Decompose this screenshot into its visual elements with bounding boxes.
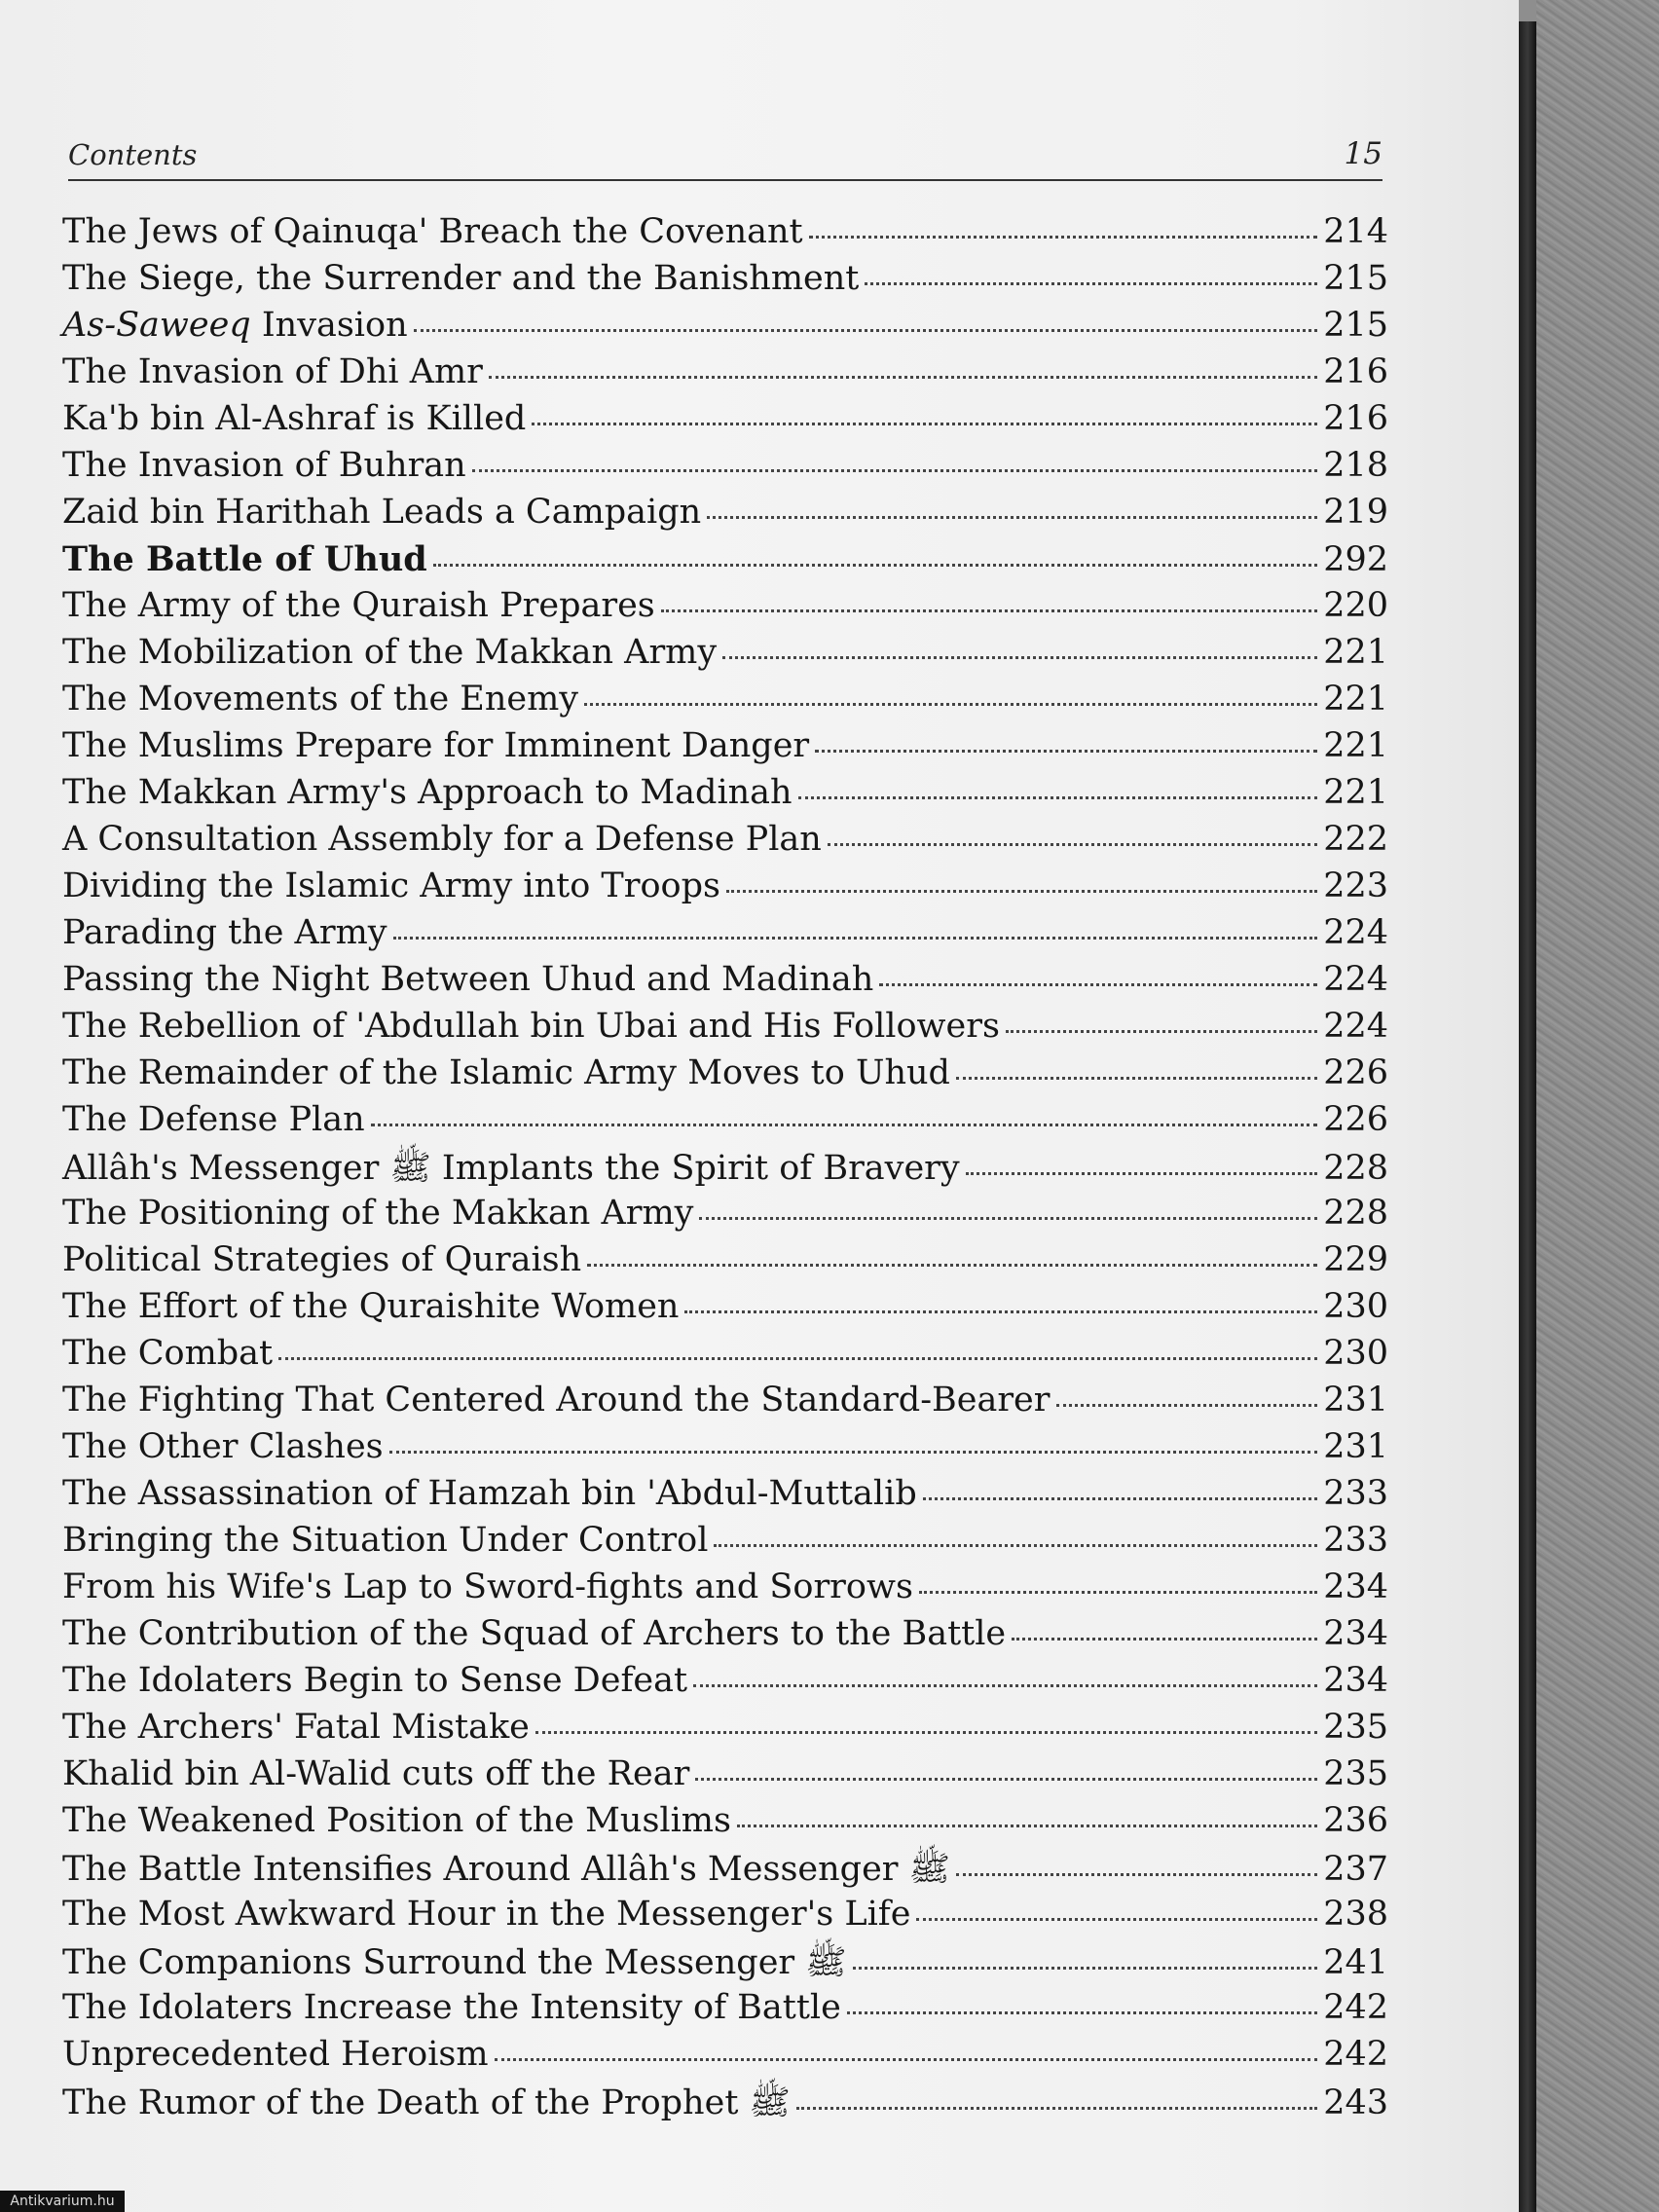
toc-entry-title: The Assassination of Hamzah bin 'Abdul-Muttalib: [62, 1474, 917, 1513]
toc-entry: [62, 352, 1388, 399]
toc-entry: [62, 726, 1388, 773]
toc-entry: [62, 1007, 1388, 1053]
toc-entry-title: The Makkan Army's Approach to Madinah: [62, 773, 793, 812]
dot-leader: [956, 1077, 1317, 1080]
dot-leader: [587, 1264, 1317, 1267]
toc-entry-page: 235: [1323, 1754, 1388, 1793]
toc-entry-title: The Remainder of the Islamic Army Moves to Uhud: [62, 1053, 950, 1092]
dot-leader: [278, 1357, 1317, 1360]
toc-entry-page: 237: [1323, 1850, 1388, 1889]
toc-entry-page: 233: [1323, 1521, 1388, 1560]
running-header: [68, 125, 1382, 181]
toc-entry: [62, 539, 1388, 586]
toc-entry-title: Unprecedented Heroism: [62, 2035, 489, 2074]
dot-leader: [532, 423, 1317, 425]
toc-entry-title: Bringing the Situation Under Control: [62, 1521, 709, 1560]
dot-leader: [865, 282, 1317, 285]
dot-leader: [535, 1731, 1317, 1734]
dot-leader: [853, 1967, 1318, 1970]
toc-entry: [62, 1474, 1388, 1521]
dot-leader: [1006, 1030, 1317, 1033]
toc-entry-title: The Mobilization of the Makkan Army: [62, 633, 718, 672]
toc-entry-title: The Rumor of the Death of the Prophet ﷺ: [62, 2083, 791, 2122]
dot-leader: [847, 2011, 1317, 2014]
dot-leader: [919, 1591, 1317, 1594]
toc-entry: [62, 913, 1388, 960]
toc-entry: [62, 1661, 1388, 1708]
toc-entry-page: 215: [1323, 259, 1388, 298]
dot-leader: [495, 2058, 1318, 2061]
dot-leader: [414, 329, 1318, 332]
dot-leader: [389, 1451, 1318, 1454]
toc-entry: [62, 960, 1388, 1007]
toc-entry-page: 230: [1323, 1334, 1388, 1373]
dot-leader: [699, 1217, 1317, 1220]
toc-entry: [62, 306, 1388, 352]
toc-entry-title: The Most Awkward Hour in the Messenger's Life: [62, 1895, 911, 1934]
toc-entry-page: 238: [1323, 1895, 1388, 1934]
toc-entry: [62, 1988, 1388, 2035]
toc-entry: [62, 1334, 1388, 1381]
toc-entry: [62, 2082, 1388, 2128]
toc-entry-title: From his Wife's Lap to Sword-fights and Sorrows: [62, 1567, 913, 1606]
toc-entry: [62, 773, 1388, 820]
toc-entry-title: The Idolaters Begin to Sense Defeat: [62, 1661, 688, 1700]
toc-entry: [62, 1521, 1388, 1567]
toc-entry: [62, 399, 1388, 446]
header-title: Contents: [68, 138, 198, 171]
toc-entry-title: Political Strategies of Quraish: [62, 1240, 582, 1279]
dot-leader: [923, 1497, 1317, 1500]
toc-entry-title: The Companions Surround the Messenger ﷺ: [62, 1943, 847, 1982]
toc-entry-title: The Positioning of the Makkan Army: [62, 1194, 694, 1233]
toc-entry-page: 223: [1323, 866, 1388, 905]
toc-entry-page: 228: [1323, 1194, 1388, 1233]
toc-entry-page: 233: [1323, 1474, 1388, 1513]
toc-entry-title: Allâh's Messenger ﷺ Implants the Spirit of Bravery: [62, 1149, 960, 1188]
toc-entry: [62, 493, 1388, 539]
toc-entry-page: 221: [1323, 633, 1388, 672]
toc-entry-title: The Fighting That Centered Around the Standard-Bearer: [62, 1381, 1051, 1419]
toc-entry: [62, 446, 1388, 493]
toc-entry: [62, 1754, 1388, 1801]
toc-entry-page: 216: [1323, 399, 1388, 438]
toc-entry-title: The Defense Plan: [62, 1100, 365, 1139]
toc-entry-title-italic: As-Saweeq: [62, 306, 251, 345]
toc-entry: [62, 1848, 1388, 1895]
dot-leader: [966, 1172, 1318, 1175]
toc-entry: [62, 1708, 1388, 1754]
toc-entry-page: 221: [1323, 773, 1388, 812]
dot-leader: [815, 750, 1317, 753]
toc-entry-page: 219: [1323, 493, 1388, 532]
toc-entry-page: 231: [1323, 1381, 1388, 1419]
dot-leader: [1012, 1638, 1317, 1641]
dot-leader: [1056, 1404, 1318, 1407]
toc-entry: [62, 586, 1388, 633]
toc-entry-page: 224: [1323, 1007, 1388, 1046]
toc-entry-title: The Invasion of Dhi Amr: [62, 352, 483, 391]
toc-entry-title: Zaid bin Harithah Leads a Campaign: [62, 493, 702, 532]
toc-entry-page: 231: [1323, 1427, 1388, 1466]
dot-leader: [714, 1544, 1317, 1547]
toc-entry-page: 234: [1323, 1661, 1388, 1700]
toc-entry: [62, 1194, 1388, 1240]
toc-entry-page: 234: [1323, 1614, 1388, 1653]
toc-entry-page: 220: [1323, 586, 1388, 625]
toc-entry-title-rest: Invasion: [250, 306, 408, 345]
toc-entry: [62, 1427, 1388, 1474]
toc-entry-page: 221: [1323, 680, 1388, 719]
dot-leader: [693, 1684, 1317, 1687]
dot-leader: [796, 2107, 1317, 2110]
toc-entry-title: The Army of the Quraish Prepares: [62, 586, 655, 625]
toc-entry-title: The Muslims Prepare for Imminent Danger: [62, 726, 810, 765]
book-cover-edge: [1536, 0, 1659, 2212]
header-page-number: 15: [1344, 136, 1382, 171]
toc-entry-title: The Battle Intensifies Around Allâh's Messenger ﷺ: [62, 1850, 950, 1889]
dot-leader: [726, 890, 1317, 893]
toc-entry: [62, 1147, 1388, 1194]
dot-leader: [489, 376, 1317, 379]
dot-leader: [371, 1124, 1318, 1126]
toc-entry-title: Ka'b bin Al-Ashraf is Killed: [62, 399, 527, 438]
book-spine: [1519, 21, 1536, 2212]
toc-entry-title: The Jews of Qainuqa' Breach the Covenant: [62, 212, 803, 251]
toc-entry-page: 222: [1323, 820, 1388, 859]
toc-entry-title: The Contribution of the Squad of Archers to the Battle: [62, 1614, 1007, 1653]
toc-entry-title: Dividing the Islamic Army into Troops: [62, 866, 720, 905]
toc-entry-page: 242: [1323, 2035, 1388, 2074]
dot-leader: [584, 703, 1317, 706]
toc-entry: [62, 1614, 1388, 1661]
toc-entry-title: The Archers' Fatal Mistake: [62, 1708, 530, 1747]
toc-entry-title: The Effort of the Quraishite Women: [62, 1287, 680, 1326]
dot-leader: [798, 796, 1318, 799]
toc-entry: [62, 866, 1388, 913]
toc-entry: [62, 1567, 1388, 1614]
toc-entry-page: 226: [1323, 1100, 1388, 1139]
toc-entry: [62, 1895, 1388, 1941]
table-of-contents: [62, 212, 1388, 2128]
toc-entry-page: 243: [1323, 2083, 1388, 2122]
toc-entry: [62, 1240, 1388, 1287]
toc-entry-title: The Battle of Uhud: [62, 539, 427, 579]
toc-entry: [62, 633, 1388, 680]
toc-entry: [62, 2035, 1388, 2082]
dot-leader: [433, 564, 1317, 567]
toc-entry: [62, 1801, 1388, 1848]
toc-entry: [62, 1381, 1388, 1427]
dot-leader: [737, 1825, 1317, 1827]
toc-entry-title: The Siege, the Surrender and the Banishment: [62, 259, 860, 298]
toc-entry-title: The Weakened Position of the Muslims: [62, 1801, 731, 1840]
toc-entry-page: 215: [1323, 306, 1388, 345]
toc-entry-title: The Other Clashes: [62, 1427, 384, 1466]
dot-leader: [472, 469, 1317, 472]
toc-entry-page: 221: [1323, 726, 1388, 765]
toc-entry-title: Khalid bin Al-Walid cuts off the Rear: [62, 1754, 690, 1793]
toc-entry-page: 228: [1323, 1149, 1388, 1188]
toc-entry: [62, 212, 1388, 259]
dot-leader: [956, 1873, 1317, 1876]
toc-entry-title: [62, 306, 408, 345]
dot-leader: [809, 236, 1318, 239]
toc-entry-page: 236: [1323, 1801, 1388, 1840]
toc-entry: [62, 1287, 1388, 1334]
toc-entry-page: 214: [1323, 212, 1388, 251]
dot-leader: [707, 516, 1317, 519]
toc-entry: [62, 820, 1388, 866]
dot-leader: [828, 843, 1317, 846]
toc-entry-title: Passing the Night Between Uhud and Madinah: [62, 960, 874, 999]
dot-leader: [722, 656, 1317, 659]
dot-leader: [695, 1778, 1317, 1781]
toc-entry: [62, 1100, 1388, 1147]
dot-leader: [393, 937, 1318, 940]
dot-leader: [916, 1918, 1317, 1921]
watermark: Antikvarium.hu: [0, 2191, 125, 2212]
toc-entry-page: 216: [1323, 352, 1388, 391]
toc-entry-title: The Combat: [62, 1334, 274, 1373]
toc-entry-page: 235: [1323, 1708, 1388, 1747]
toc-entry-page: 224: [1323, 913, 1388, 952]
toc-entry-page: 242: [1323, 1988, 1388, 2027]
toc-entry: [62, 1941, 1388, 1988]
toc-entry-title: The Movements of the Enemy: [62, 680, 579, 719]
toc-entry-title: Parading the Army: [62, 913, 387, 952]
dot-leader: [661, 609, 1317, 612]
toc-entry-page: 224: [1323, 960, 1388, 999]
toc-entry-title: The Idolaters Increase the Intensity of Battle: [62, 1988, 841, 2027]
toc-entry-title: A Consultation Assembly for a Defense Plan: [62, 820, 822, 859]
toc-entry-page: 229: [1323, 1240, 1388, 1279]
toc-entry: [62, 680, 1388, 726]
toc-entry: [62, 1053, 1388, 1100]
toc-entry-page: 292: [1323, 540, 1388, 579]
toc-entry-title: The Invasion of Buhran: [62, 446, 466, 485]
toc-entry: [62, 259, 1388, 306]
toc-entry-page: 241: [1323, 1943, 1388, 1982]
dot-leader: [684, 1310, 1317, 1313]
toc-entry-title: The Rebellion of 'Abdullah bin Ubai and His Followers: [62, 1007, 1000, 1046]
toc-entry-page: 234: [1323, 1567, 1388, 1606]
toc-entry-page: 218: [1323, 446, 1388, 485]
dot-leader: [879, 983, 1317, 986]
toc-entry-page: 230: [1323, 1287, 1388, 1326]
toc-entry-page: 226: [1323, 1053, 1388, 1092]
